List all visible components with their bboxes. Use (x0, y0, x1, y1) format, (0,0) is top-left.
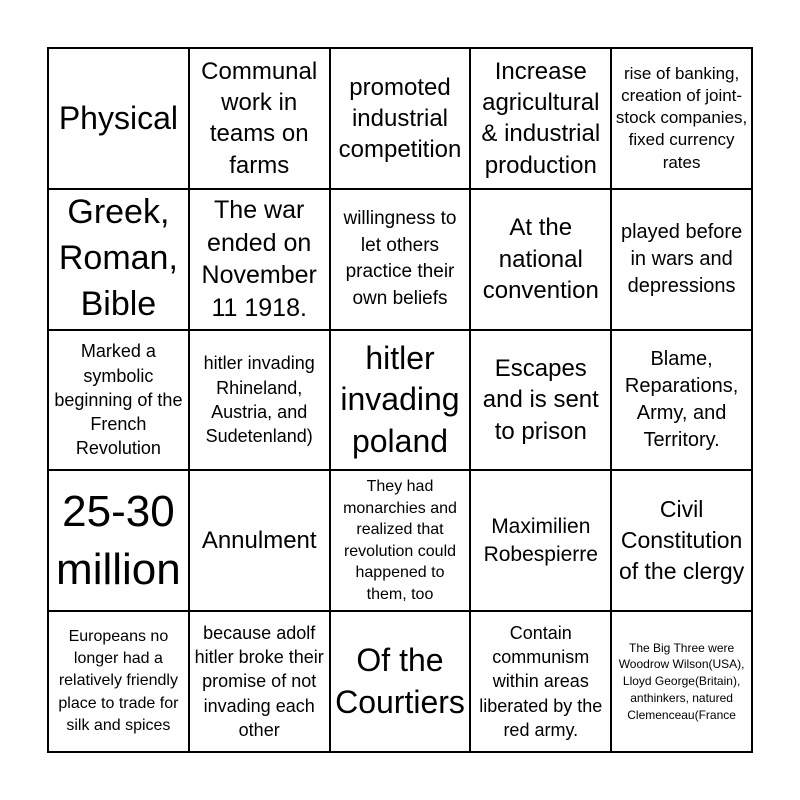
bingo-cell-text: Escapes and is sent to prison (482, 355, 599, 445)
bingo-cell[interactable] (190, 471, 331, 612)
bingo-cell[interactable] (471, 49, 612, 190)
bingo-cell-text: Annulment (201, 527, 317, 555)
bingo-cell-text: Contain communism within areas liberated by the red army. (479, 622, 603, 741)
bingo-cell-text: Maximilien Robespierre (483, 514, 598, 566)
bingo-cell[interactable] (49, 471, 190, 612)
bingo-cell-text: The war ended on November 11 1918. (201, 196, 317, 322)
bingo-cell[interactable] (612, 471, 753, 612)
bingo-cell[interactable] (471, 471, 612, 612)
bingo-cell-text: hitler invading Rhineland, Austria, and Sudetenland) (203, 353, 315, 447)
bingo-cell-text: They had monarchies and realized that revolution could happened to them, too (343, 478, 457, 603)
bingo-cell-text: rise of banking, creation of joint-stock companies, fixed currency rates (615, 64, 748, 172)
bingo-cell[interactable] (49, 49, 190, 190)
bingo-cell-text: At the national convention (482, 214, 599, 304)
bingo-cell[interactable] (190, 49, 331, 190)
bingo-cell[interactable] (331, 331, 472, 472)
bingo-cell[interactable] (49, 190, 190, 331)
bingo-cell-text: Communal work in teams on farms (201, 58, 318, 179)
bingo-cell[interactable] (190, 190, 331, 331)
bingo-cell[interactable] (612, 49, 753, 190)
bingo-cell-text: Greek, Roman, Bible (58, 193, 178, 324)
bingo-cell[interactable] (612, 331, 753, 472)
bingo-cell[interactable] (49, 612, 190, 753)
bingo-cell-text: Marked a symbolic beginning of the French Revolution (54, 341, 183, 459)
bingo-cell-text: Physical (58, 99, 178, 136)
bingo-cell[interactable] (471, 331, 612, 472)
bingo-cell-text: 25-30 million (56, 486, 181, 594)
bingo-cell-text: hitler invading poland (340, 339, 460, 459)
bingo-cell-text: Blame, Reparations, Army, and Territory. (624, 347, 739, 451)
bingo-cell[interactable] (471, 612, 612, 753)
bingo-cell-text: Europeans no longer had a relatively friendly place to trade for silk and spices (58, 627, 179, 735)
bingo-cell-text: Civil Constitution of the clergy (618, 496, 745, 585)
bingo-cell[interactable] (190, 331, 331, 472)
bingo-cell[interactable] (190, 612, 331, 753)
bingo-cell-text: willingness to let others practice their own beliefs (343, 208, 457, 309)
bingo-cell-text: Of the Courtiers (335, 642, 465, 720)
bingo-cell-text: Increase agricultural & industrial production (481, 58, 601, 179)
bingo-cell[interactable] (612, 612, 753, 753)
bingo-cell-text: played before in wars and depressions (620, 220, 743, 297)
bingo-cell[interactable] (331, 49, 472, 190)
bingo-card-grid (47, 47, 753, 753)
bingo-cell[interactable] (331, 612, 472, 753)
bingo-cell-text: because adolf hitler broke their promise of not invading each other (194, 622, 324, 741)
bingo-cell[interactable] (471, 190, 612, 331)
bingo-cell-text: The Big Three were Woodrow Wilson(USA), Lloyd George(Britain), anthinkers, natured Clemenceau(France (618, 640, 745, 722)
bingo-cell[interactable] (331, 190, 472, 331)
bingo-cell[interactable] (331, 471, 472, 612)
bingo-cell-text: promoted industrial competition (338, 73, 462, 163)
bingo-cell[interactable] (49, 331, 190, 472)
bingo-cell[interactable] (612, 190, 753, 331)
